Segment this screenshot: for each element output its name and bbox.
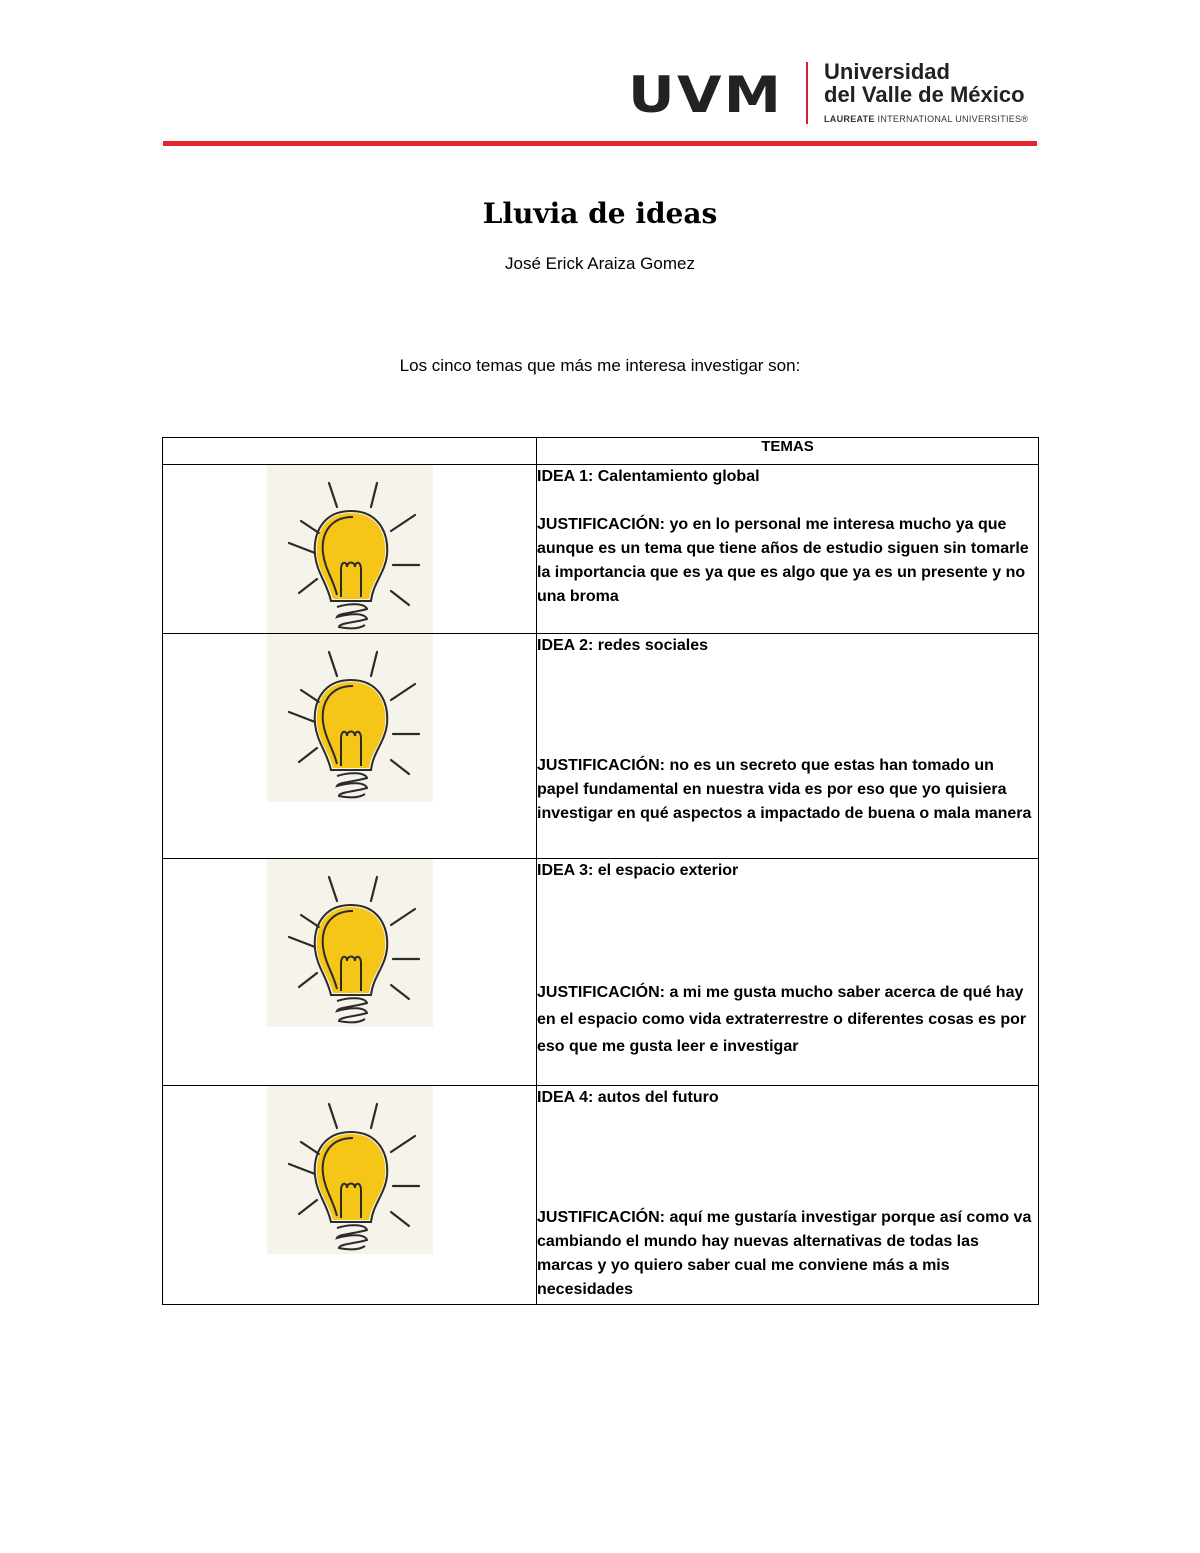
idea-justification: JUSTIFICACIÓN: aquí me gustaría investigar porque así como va cambiando el mundo hay nuevas alternativas de todas las marcas y yo quiero saber cual me conviene más a mis necesidades [537, 1209, 1032, 1298]
idea-justification: JUSTIFICACIÓN: no es un secreto que estas han tomado un papel fundamental en nuestra vida es por eso que yo quisiera investigar en qué aspectos a impactado de buena o mala manera [537, 757, 1032, 822]
document-intro: Los cinco temas que más me interesa investigar son: [399, 356, 801, 375]
logo-name-line2: del Valle de México [824, 82, 1025, 107]
logo-laureate [824, 114, 1028, 124]
logo-divider [806, 62, 808, 124]
logo-laureate-bold: LAUREATE [824, 114, 875, 124]
table-row [163, 465, 1039, 634]
table-header-left [163, 438, 537, 465]
logo-name-line1: Universidad [824, 59, 950, 84]
bulb-cell [163, 465, 537, 634]
document-title: Lluvia de ideas [482, 197, 718, 230]
idea-cell [537, 1086, 1039, 1305]
idea-cell [537, 465, 1039, 634]
table-row [163, 859, 1039, 1086]
idea-title: IDEA 3: el espacio exterior [537, 862, 739, 879]
lightbulb-icon [267, 465, 433, 633]
lightbulb-icon [267, 634, 433, 802]
document-author: José Erick Araiza Gomez [505, 254, 695, 273]
table-row [163, 1086, 1039, 1305]
bulb-cell [163, 859, 537, 1086]
table-header-temas: TEMAS [537, 438, 1039, 465]
idea-title: IDEA 4: autos del futuro [537, 1089, 719, 1106]
logo-laureate-rest: INTERNATIONAL UNIVERSITIES® [874, 114, 1029, 124]
table-header-row [163, 438, 1039, 465]
bulb-cell [163, 1086, 537, 1305]
ideas-table [162, 437, 1039, 1305]
header-rule [163, 141, 1037, 146]
table-row [163, 634, 1039, 859]
idea-title: IDEA 2: redes sociales [537, 637, 709, 654]
lightbulb-icon [267, 859, 433, 1027]
idea-cell [537, 634, 1039, 859]
uvm-logo [628, 60, 1048, 130]
idea-cell [537, 859, 1039, 1086]
idea-justification: JUSTIFICACIÓN: a mi me gusta mucho saber acerca de qué hay en el espacio como vida extraterrestre o diferentes cosas es por eso que me gusta leer e investigar [537, 984, 1027, 1055]
bulb-cell [163, 634, 537, 859]
lightbulb-icon [267, 1086, 433, 1254]
idea-title: IDEA 1: Calentamiento global [537, 468, 760, 485]
logo-mark: UVM [628, 66, 784, 124]
idea-justification: JUSTIFICACIÓN: yo en lo personal me interesa mucho ya que aunque es un tema que tiene años de estudio siguen sin tomarle la importancia que es ya que es algo que ya es un presente y no una broma [537, 516, 1029, 605]
